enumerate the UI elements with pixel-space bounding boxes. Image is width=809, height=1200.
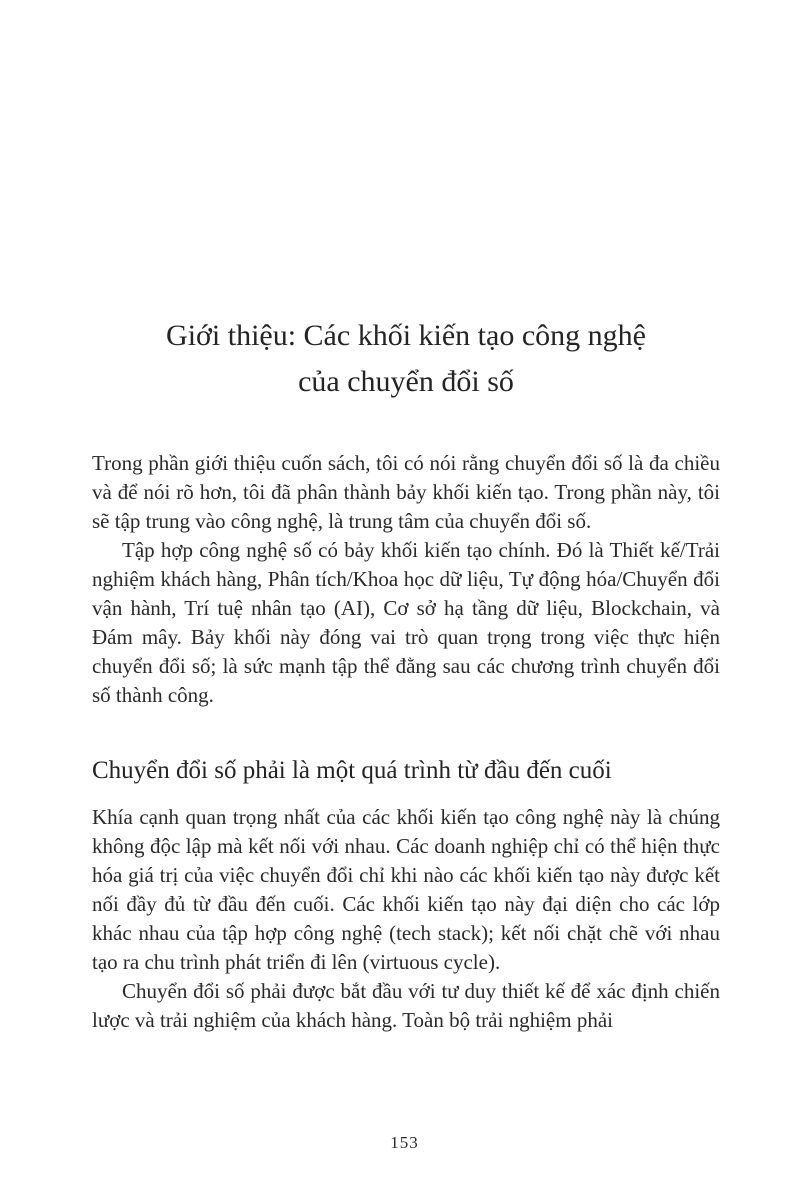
section-paragraph-1: Khía cạnh quan trọng nhất của các khối kiến tạo công nghệ này là chúng không độc lập mà kết nối với nhau. Các doanh nghiệp chỉ có thể hiện thực hóa giá trị của việc chuyển đổi chỉ khi nào các khối kiến tạo này được kết nối đầy đủ từ đầu đến cuối. Các khối kiến tạo này đại diện cho các lớp khác nhau của tập hợp công nghệ (tech stack); kết nối chặt chẽ với nhau tạo ra chu trình phát triển đi lên (virtuous cycle). [92, 805, 720, 974]
chapter-title-line1: Giới thiệu: Các khối kiến tạo công nghệ [166, 319, 646, 353]
section-paragraph-2: Chuyển đổi số phải được bắt đầu với tư duy thiết kế để xác định chiến lược và trải nghiệm của khách hàng. Toàn bộ trải nghiệm phải [92, 979, 720, 1032]
page-body [92, 449, 720, 1035]
intro-paragraph-1: Trong phần giới thiệu cuốn sách, tôi có nói rằng chuyển đổi số là đa chiều và để nói rõ hơn, tôi đã phân thành bảy khối kiến tạo. Trong phần này, tôi sẽ tập trung vào công nghệ, là trung tâm của chuyển đổi số. [92, 451, 720, 533]
intro-paragraph-2: Tập hợp công nghệ số có bảy khối kiến tạo chính. Đó là Thiết kế/Trải nghiệm khách hàng, Phân tích/Khoa học dữ liệu, Tự động hóa/Chuyển đổi vận hành, Trí tuệ nhân tạo (AI), Cơ sở hạ tầng dữ liệu, Blockchain, và Đám mây. Bảy khối này đóng vai trò quan trọng trong việc thực hiện chuyển đổi số; là sức mạnh tập thể đằng sau các chương trình chuyển đổi số thành công. [92, 538, 720, 707]
chapter-title [92, 313, 720, 405]
page-number: 153 [390, 1133, 419, 1152]
section-heading: Chuyển đổi số phải là một quá trình từ đầu đến cuối [92, 757, 612, 784]
chapter-title-line2: của chuyển đổi số [298, 365, 514, 399]
